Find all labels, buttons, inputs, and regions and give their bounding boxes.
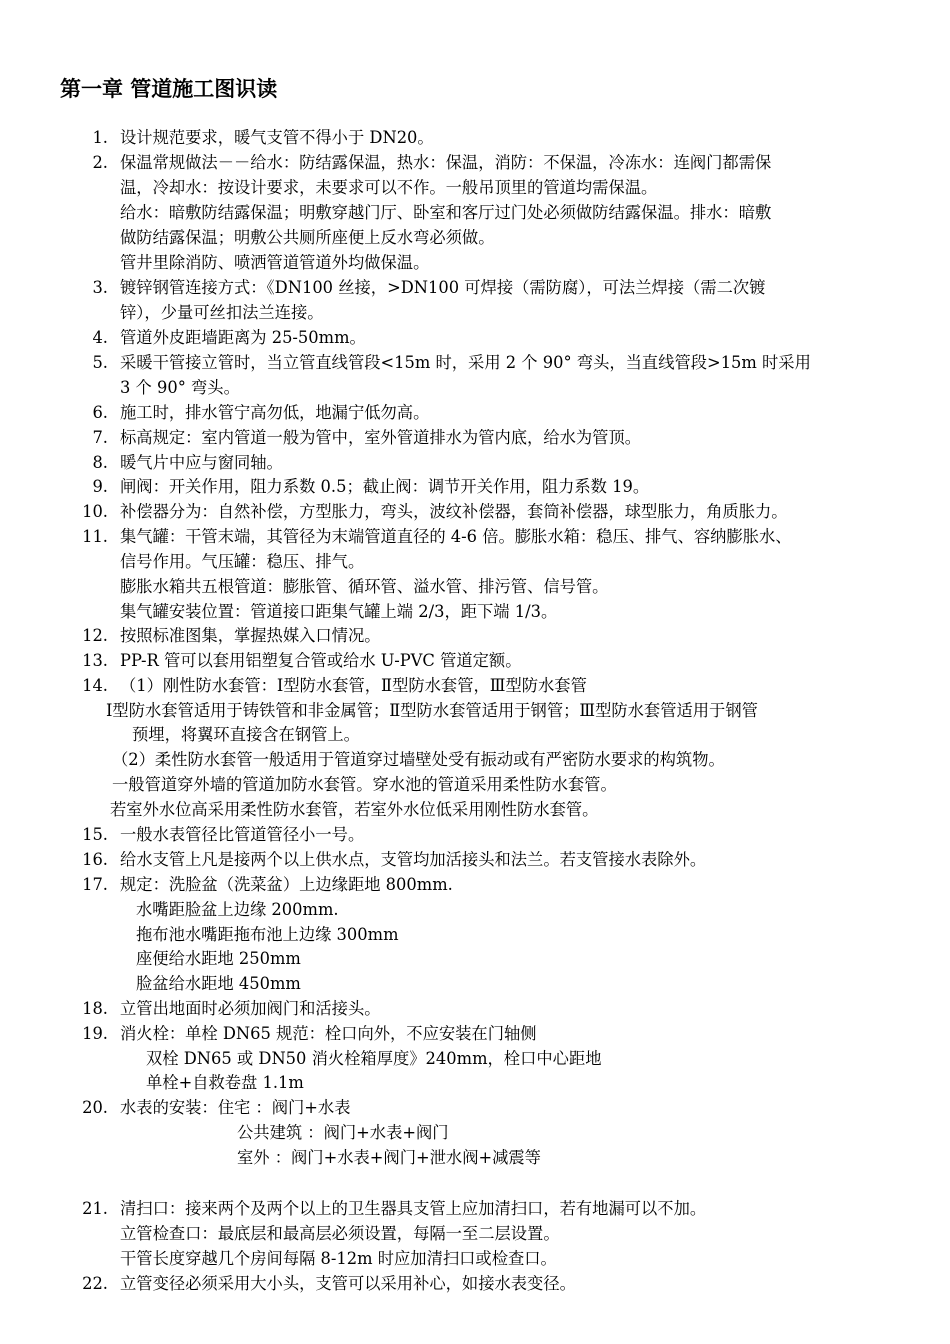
item-number: 2. bbox=[92, 153, 108, 172]
item-text: 施工时，排水管宁高勿低，地漏宁低勿高。 bbox=[120, 403, 430, 422]
item-number: 5. bbox=[92, 353, 108, 372]
chapter-title: 第一章 管道施工图识读 bbox=[60, 77, 278, 101]
item-text: 做防结露保温；明敷公共厕所座便上反水弯必须做。 bbox=[120, 228, 495, 247]
item-text: 立管检查口：最底层和最高层必须设置，每隔一至二层设置。 bbox=[120, 1224, 560, 1243]
item-text: 温，冷却水：按设计要求，未要求可以不作。一般吊顶里的管道均需保温。 bbox=[120, 178, 658, 197]
item-text: 一般水表管径比管道管径小一号。 bbox=[120, 825, 365, 844]
item-text: 信号作用。气压罐：稳压、排气。 bbox=[120, 552, 365, 571]
item-text: 3 个 90° 弯头。 bbox=[120, 378, 240, 397]
item-number: 9. bbox=[92, 477, 108, 496]
item-number: 12. bbox=[82, 626, 108, 645]
item-number: 10. bbox=[82, 502, 108, 521]
item-text: 给水：暗敷防结露保温；明敷穿越门厅、卧室和客厅过门处必须做防结露保温。排水：暗敷 bbox=[120, 203, 772, 222]
item-text: 水嘴距脸盆上边缘 200mm. bbox=[136, 900, 339, 919]
item-text: 按照标准图集，掌握热媒入口情况。 bbox=[120, 626, 381, 645]
item-text: 规定：洗脸盆（洗菜盆）上边缘距地 800mm. bbox=[120, 875, 453, 894]
item-number: 21. bbox=[82, 1199, 108, 1218]
item-number: 7. bbox=[92, 428, 108, 447]
item-number: 22. bbox=[82, 1274, 108, 1293]
item-text: 双栓 DN65 或 DN50 消火栓箱厚度》240mm，栓口中心距地 bbox=[146, 1049, 602, 1068]
item-number: 4. bbox=[92, 328, 108, 347]
item-number: 6. bbox=[92, 403, 108, 422]
item-number: 15. bbox=[82, 825, 108, 844]
item-text: 锌），少量可丝扣法兰连接。 bbox=[120, 303, 324, 322]
item-text: 脸盆给水距地 450mm bbox=[136, 974, 301, 993]
item-text: 保温常规做法－－给水：防结露保温，热水：保温，消防：不保温，冷冻水：连阀门都需保 bbox=[120, 153, 772, 172]
item-text: 设计规范要求，暖气支管不得小于 DN20。 bbox=[120, 128, 434, 147]
item-number: 16. bbox=[82, 850, 108, 869]
item-text: 补偿器分为：自然补偿，方型胀力，弯头，波纹补偿器，套筒补偿器，球型胀力，角质胀力。 bbox=[120, 502, 788, 521]
item-text: 标高规定：室内管道一般为管中，室外管道排水为管内底，给水为管顶。 bbox=[120, 428, 642, 447]
item-number: 3. bbox=[92, 278, 108, 297]
item-text: 给水支管上凡是接两个以上供水点，支管均加活接头和法兰。若支管接水表除外。 bbox=[120, 850, 707, 869]
item-number: 20. bbox=[82, 1098, 108, 1117]
item-text: 单栓+自救卷盘 1.1m bbox=[146, 1073, 304, 1092]
item-text: 消火栓：单栓 DN65 规范：栓口向外，不应安装在门轴侧 bbox=[120, 1024, 537, 1043]
item-text: 预埋，将翼环直接含在钢管上。 bbox=[132, 725, 360, 744]
item-text: 集气罐安装位置：管道接口距集气罐上端 2/3，距下端 1/3。 bbox=[120, 602, 558, 621]
item-text: PP-R 管可以套用铝塑复合管或给水 U-PVC 管道定额。 bbox=[120, 651, 522, 670]
item-text: 公共建筑 ：阀门+水表+阀门 bbox=[237, 1123, 449, 1142]
item-number: 17. bbox=[82, 875, 108, 894]
item-text: Ⅰ型防水套管适用于铸铁管和非金属管；Ⅱ型防水套管适用于钢管；Ⅲ型防水套管适用于钢管 bbox=[106, 701, 758, 720]
item-text: （2）柔性防水套管一般适用于管道穿过墙壁处受有振动或有严密防水要求的构筑物。 bbox=[112, 750, 725, 769]
item-text: 室外 ：阀门+水表+阀门+泄水阀+减震等 bbox=[237, 1148, 541, 1167]
item-text: 若室外水位高采用柔性防水套管，若室外水位低采用刚性防水套管。 bbox=[110, 800, 599, 819]
item-text: 座便给水距地 250mm bbox=[136, 949, 301, 968]
item-text: 一般管道穿外墙的管道加防水套管。穿水池的管道采用柔性防水套管。 bbox=[112, 775, 617, 794]
item-number: 19. bbox=[82, 1024, 108, 1043]
item-text: 干管长度穿越几个房间每隔 8-12m 时应加清扫口或检查口。 bbox=[120, 1249, 557, 1268]
item-text: 采暖干管接立管时，当立管直线管段<15m 时，采用 2 个 90° 弯头，当直线管段>15m 时采用 bbox=[120, 353, 811, 372]
item-text: 拖布池水嘴距拖布池上边缘 300mm bbox=[136, 925, 399, 944]
item-text: 管道外皮距墙距离为 25-50mm。 bbox=[120, 328, 366, 347]
item-number: 1. bbox=[92, 128, 108, 147]
item-text: 闸阀：开关作用，阻力系数 0.5；截止阀：调节开关作用，阻力系数 19。 bbox=[120, 477, 650, 496]
item-text: 管井里除消防、喷洒管道管道外均做保温。 bbox=[120, 253, 430, 272]
item-text: 膨胀水箱共五根管道：膨胀管、循环管、溢水管、排污管、信号管。 bbox=[120, 577, 609, 596]
item-number: 18. bbox=[82, 999, 108, 1018]
item-text: 暖气片中应与窗同轴。 bbox=[120, 453, 283, 472]
item-text: 水表的安装：住宅 ：阀门+水表 bbox=[120, 1098, 351, 1117]
item-text: 立管变径必须采用大小头，支管可以采用补心，如接水表变径。 bbox=[120, 1274, 576, 1293]
item-text: 立管出地面时必须加阀门和活接头。 bbox=[120, 999, 381, 1018]
item-text: （1）刚性防水套管：Ⅰ型防水套管，Ⅱ型防水套管，Ⅲ型防水套管 bbox=[120, 676, 587, 695]
item-text: 镀锌钢管连接方式：《DN100 丝接，>DN100 可焊接（需防腐），可法兰焊接（需二次镀 bbox=[120, 278, 766, 297]
item-number: 11. bbox=[82, 527, 108, 546]
item-text: 清扫口：接来两个及两个以上的卫生器具支管上应加清扫口，若有地漏可以不加。 bbox=[120, 1199, 707, 1218]
item-number: 13. bbox=[82, 651, 108, 670]
item-text: 集气罐：干管末端，其管径为末端管道直径的 4-6 倍。膨胀水箱：稳压、排气、容纳膨胀水、 bbox=[120, 527, 792, 546]
item-number: 14. bbox=[82, 676, 108, 695]
item-number: 8. bbox=[92, 453, 108, 472]
